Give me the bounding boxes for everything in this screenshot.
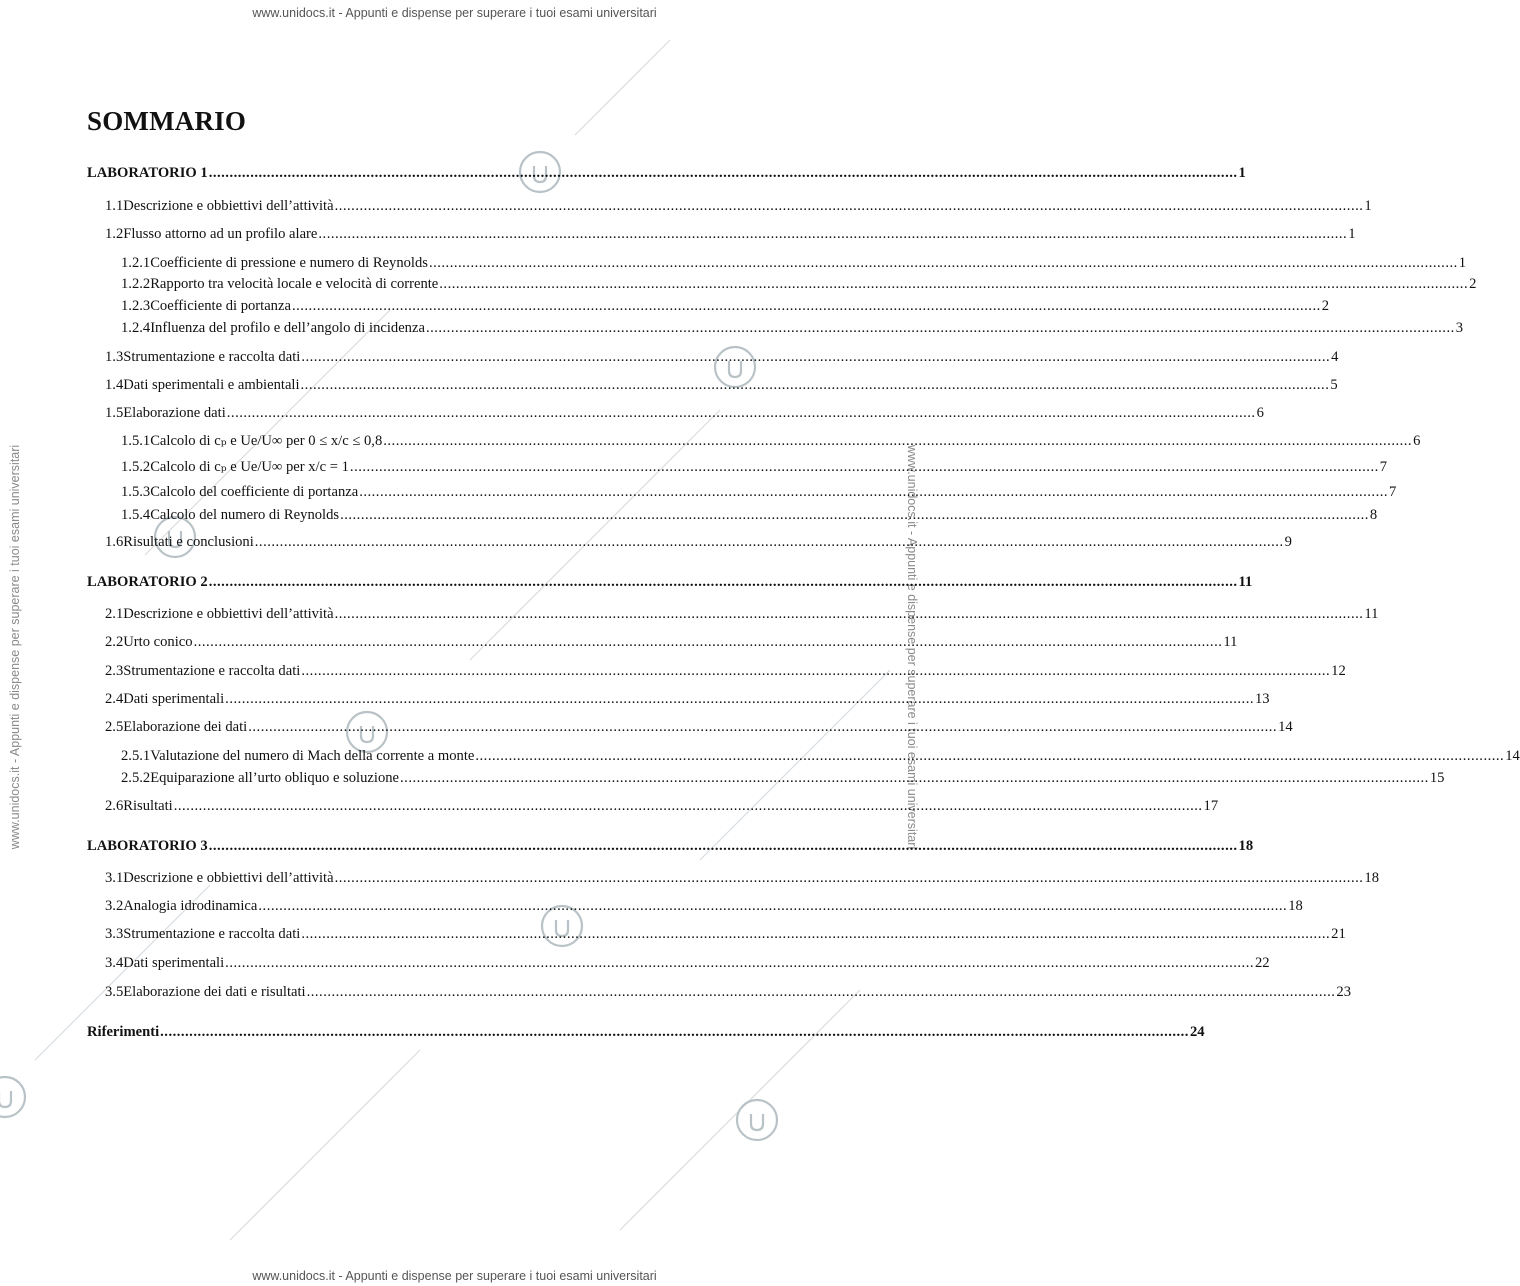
toc-number: 1.2.1	[121, 255, 151, 271]
toc-number: 2.3	[105, 663, 124, 679]
dot-leader	[439, 275, 1468, 293]
dot-leader	[350, 458, 1379, 476]
toc-entry-title: Strumentazione e raccolta dati	[123, 663, 301, 679]
toc-entry-title: Dati sperimentali	[123, 955, 225, 971]
toc-page-number: 11	[1238, 574, 1253, 590]
dot-leader	[335, 197, 1364, 215]
dot-leader	[429, 254, 1458, 272]
toc-page-number: 5	[1330, 377, 1338, 393]
unidocs-logo-icon	[0, 1077, 25, 1117]
toc-subsection[interactable]	[121, 747, 1520, 765]
toc-number: 2.5.2	[121, 770, 151, 786]
dot-leader	[318, 225, 1347, 243]
dot-leader	[400, 769, 1429, 787]
toc-subsection[interactable]	[121, 432, 1421, 450]
toc-number: 1.5.3	[121, 484, 151, 500]
dot-leader	[301, 348, 1330, 366]
toc-subsection[interactable]	[121, 769, 1445, 787]
toc-subsection[interactable]	[121, 506, 1378, 524]
toc-page-number: 6	[1256, 405, 1264, 421]
toc-entry-title: Calcolo di cₚ e Ue/U∞ per 0 ≤ x/c ≤ 0,8	[150, 433, 383, 449]
toc-section[interactable]	[105, 869, 1379, 887]
toc-page-number: 14	[1278, 719, 1293, 735]
toc-chapter[interactable]	[87, 573, 1253, 591]
toc-number: 2.4	[105, 691, 124, 707]
dot-leader	[335, 605, 1364, 623]
page-title: SOMMARIO	[87, 106, 247, 136]
toc-entry-title: Dati sperimentali	[123, 691, 225, 707]
dot-leader	[258, 897, 1287, 915]
toc-page-number: 14	[1505, 748, 1520, 764]
toc-entry-title: Rapporto tra velocità locale e velocità di corrente	[150, 276, 439, 292]
dot-leader	[426, 319, 1455, 337]
dot-leader	[340, 506, 1369, 524]
toc-page-number: 11	[1223, 634, 1238, 650]
toc-entry-title: Risultati e conclusioni	[123, 534, 254, 550]
toc-number: 3.1	[105, 870, 124, 886]
toc-entry-title: Calcolo del numero di Reynolds	[150, 507, 340, 523]
toc-section[interactable]	[105, 225, 1356, 243]
toc-number: 1.1	[105, 198, 124, 214]
toc-section[interactable]	[105, 897, 1303, 915]
dot-leader	[301, 662, 1330, 680]
dot-leader	[194, 633, 1223, 651]
toc-page-number: 2	[1321, 298, 1330, 314]
toc-entry-title: Valutazione del numero di Mach della corrente a monte	[150, 748, 475, 764]
toc-entry-title: Riferimenti	[87, 1024, 160, 1040]
watermark-top: www.unidocs.it - Appunti e dispense per superare i tuoi esami universitari	[252, 6, 657, 20]
toc-section[interactable]	[105, 797, 1219, 815]
toc-subsection[interactable]	[121, 458, 1388, 476]
toc-subsection[interactable]	[121, 319, 1464, 337]
toc-page-number: 6	[1413, 433, 1421, 449]
toc-page-number: 7	[1379, 459, 1388, 475]
toc-subsection[interactable]	[121, 483, 1397, 501]
toc-number: 3.3	[105, 926, 124, 942]
toc-entry-title: Calcolo di cₚ e Ue/U∞ per x/c = 1	[150, 459, 349, 475]
toc-page-number: 22	[1254, 955, 1270, 971]
dot-leader	[255, 533, 1284, 551]
toc-entry-title: LABORATORIO 2	[87, 574, 208, 590]
toc-number: 3.2	[105, 898, 124, 914]
toc-page-number: 1	[1458, 255, 1467, 271]
toc-page-number: 8	[1369, 507, 1378, 523]
toc-subsection[interactable]	[121, 297, 1330, 315]
dot-leader	[292, 297, 1321, 315]
toc-section[interactable]	[105, 662, 1346, 680]
toc-subsection[interactable]	[121, 254, 1467, 272]
toc-page-number: 18	[1364, 870, 1379, 886]
toc-subsection[interactable]	[121, 275, 1477, 293]
toc-chapter[interactable]	[87, 837, 1254, 855]
toc-number: 1.2.4	[121, 320, 151, 336]
toc-number: 1.4	[105, 377, 124, 393]
toc-number: 1.5.2	[121, 459, 151, 475]
toc-entry-title: Descrizione e obbiettivi dell’attività	[123, 870, 334, 886]
dot-leader	[225, 690, 1254, 708]
unidocs-logo-icon	[737, 1100, 777, 1140]
dot-leader	[160, 1023, 1189, 1041]
toc-section[interactable]	[105, 690, 1270, 708]
toc-page-number: 11	[1364, 606, 1379, 622]
toc-entry-title: Flusso attorno ad un profilo alare	[123, 226, 318, 242]
dot-leader	[209, 573, 1238, 591]
toc-page-number: 18	[1288, 898, 1303, 914]
toc-section[interactable]	[105, 533, 1292, 551]
toc-section[interactable]	[105, 348, 1339, 366]
toc-page-number: 3	[1455, 320, 1464, 336]
toc-number: 2.6	[105, 798, 124, 814]
toc-number: 2.5.1	[121, 748, 151, 764]
toc-section[interactable]	[105, 404, 1264, 422]
toc-number: 1.5.1	[121, 433, 151, 449]
toc-page-number: 1	[1238, 165, 1246, 181]
dot-leader	[383, 432, 1412, 450]
toc-section[interactable]	[105, 376, 1338, 394]
dot-leader	[174, 797, 1203, 815]
toc-entry-title: Coefficiente di portanza	[150, 298, 291, 314]
toc-section[interactable]	[105, 633, 1238, 651]
toc-entry-title: Elaborazione dei dati e risultati	[123, 984, 306, 1000]
toc-page-number: 23	[1336, 984, 1352, 1000]
dot-leader	[359, 483, 1388, 501]
toc-entry-title: Influenza del profilo e dell’angolo di incidenza	[150, 320, 425, 336]
toc-number: 2.1	[105, 606, 124, 622]
toc-number: 2.5	[105, 719, 124, 735]
toc-chapter[interactable]	[87, 164, 1246, 182]
dot-leader	[248, 718, 1277, 736]
toc-entry-title: Risultati	[123, 798, 173, 814]
toc-entry-title: LABORATORIO 3	[87, 838, 208, 854]
toc-page-number: 21	[1331, 926, 1346, 942]
toc-page-number: 15	[1429, 770, 1445, 786]
toc-page-number: 1	[1364, 198, 1372, 214]
toc-number: 1.6	[105, 534, 124, 550]
toc-page-number: 2	[1469, 276, 1477, 292]
toc-number: 1.2.2	[121, 276, 151, 292]
toc-section[interactable]	[105, 954, 1270, 972]
watermark-bottom: www.unidocs.it - Appunti e dispense per superare i tuoi esami universitari	[252, 1269, 657, 1283]
toc-page-number: 9	[1284, 534, 1292, 550]
toc-entry-title: LABORATORIO 1	[87, 165, 208, 181]
dot-leader	[475, 747, 1504, 765]
toc-number: 1.5.4	[121, 507, 151, 523]
dot-leader	[335, 869, 1364, 887]
toc-page-number: 4	[1331, 349, 1339, 365]
toc-entry-title: Analogia idrodinamica	[123, 898, 258, 914]
toc-section[interactable]	[105, 605, 1379, 623]
toc-number: 1.2	[105, 226, 124, 242]
toc-page-number: 17	[1203, 798, 1219, 814]
toc-page-number: 18	[1238, 838, 1254, 854]
toc-section[interactable]	[105, 197, 1372, 215]
toc-number: 1.5	[105, 405, 124, 421]
toc-section[interactable]	[105, 925, 1346, 943]
toc-page-number: 12	[1331, 663, 1346, 679]
toc-section[interactable]	[105, 983, 1352, 1001]
dot-leader	[209, 837, 1238, 855]
toc-entry-title: Descrizione e obbiettivi dell’attività	[123, 606, 334, 622]
dot-leader	[301, 376, 1330, 394]
toc-entry-title: Descrizione e obbiettivi dell’attività	[123, 198, 334, 214]
toc-page-number: 24	[1189, 1024, 1205, 1040]
watermark-left: www.unidocs.it - Appunti e dispense per superare i tuoi esami universitari	[8, 444, 22, 850]
toc-number: 3.5	[105, 984, 124, 1000]
toc-entry-title: Elaborazione dei dati	[123, 719, 248, 735]
toc-entry-title: Calcolo del coefficiente di portanza	[150, 484, 359, 500]
dot-leader	[307, 983, 1336, 1001]
toc-chapter[interactable]	[87, 1023, 1205, 1041]
toc-number: 2.2	[105, 634, 124, 650]
toc-entry-title: Elaborazione dati	[123, 405, 226, 421]
toc-entry-title: Strumentazione e raccolta dati	[123, 349, 301, 365]
dot-leader	[225, 954, 1254, 972]
toc-entry-title: Coefficiente di pressione e numero di Reynolds	[150, 255, 428, 271]
dot-leader	[301, 925, 1330, 943]
toc-entry-title: Dati sperimentali e ambientali	[123, 377, 300, 393]
toc-number: 1.2.3	[121, 298, 151, 314]
dot-leader	[227, 404, 1256, 422]
toc-page-number: 13	[1254, 691, 1270, 707]
toc-page-number: 7	[1389, 484, 1397, 500]
toc-entry-title: Strumentazione e raccolta dati	[123, 926, 301, 942]
toc-number: 1.3	[105, 349, 124, 365]
watermark-right: www.unidocs.it - Appunti e dispense per superare i tuoi esami universitari	[905, 444, 919, 850]
toc-entry-title: Equiparazione all’urto obliquo e soluzione	[150, 770, 400, 786]
dot-leader	[209, 164, 1238, 182]
toc-number: 3.4	[105, 955, 124, 971]
toc-entry-title: Urto conico	[123, 634, 193, 650]
toc-section[interactable]	[105, 718, 1293, 736]
toc-page-number: 1	[1348, 226, 1356, 242]
